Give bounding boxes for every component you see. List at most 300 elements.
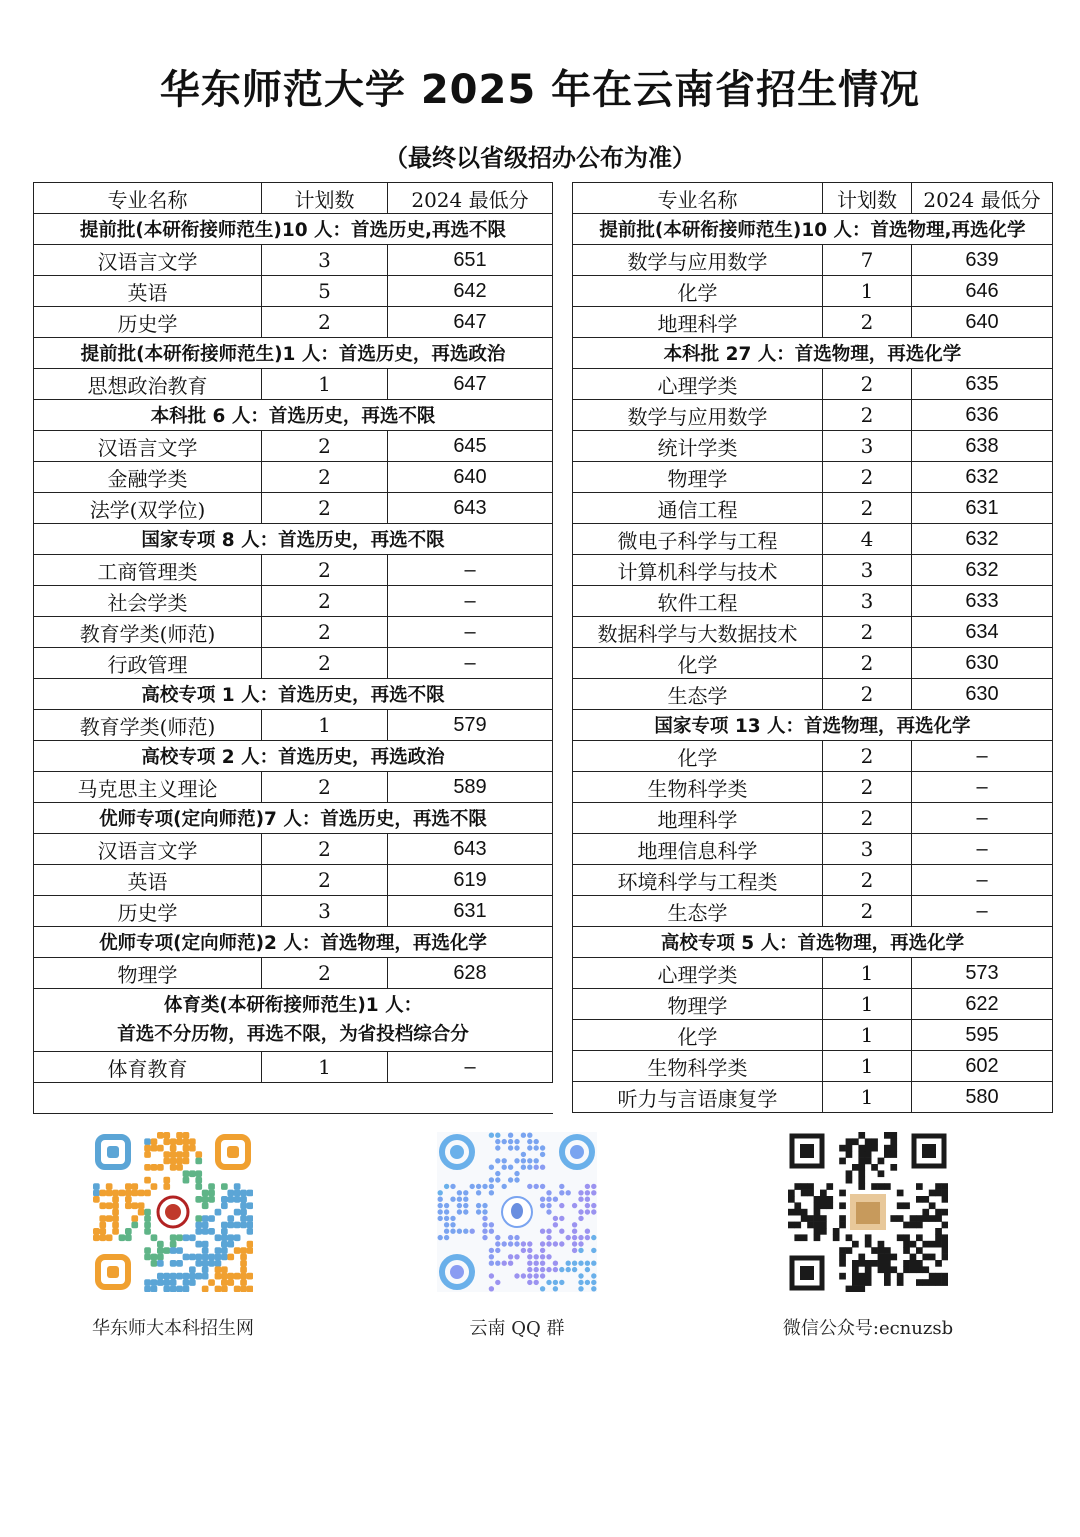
- qr-module: [578, 1286, 583, 1291]
- qr-module: [897, 1202, 904, 1209]
- major-name-cell: 化学: [573, 741, 823, 772]
- section-heading-text: 本科批 27 人：首选物理，再选化学: [663, 344, 962, 365]
- qr-module: [527, 1158, 532, 1163]
- plan-count-cell: 2: [823, 741, 912, 772]
- qr-module: [240, 1202, 247, 1209]
- qr-module: [839, 1215, 846, 1222]
- qr-module: [884, 1279, 891, 1286]
- qr-module: [189, 1138, 196, 1145]
- qr-module: [591, 1203, 596, 1208]
- qr-module: [489, 1261, 494, 1266]
- qr-module: [572, 1235, 577, 1240]
- major-name-cell: 计算机科学与技术: [573, 555, 823, 586]
- qr-module: [942, 1254, 948, 1261]
- qr-module: [521, 1158, 526, 1163]
- table-row: [573, 648, 1053, 679]
- qr-module: [240, 1215, 247, 1222]
- qr-module: [540, 1241, 545, 1246]
- qr-module: [151, 1286, 158, 1292]
- qr-module: [99, 1215, 106, 1222]
- section-row: [573, 214, 1053, 245]
- min-score-cell: –: [388, 617, 553, 648]
- table-row: [573, 865, 1053, 896]
- qr-module: [502, 1261, 507, 1266]
- qr-module: [215, 1209, 222, 1216]
- qr-module: [865, 1273, 872, 1280]
- qr-module: [476, 1190, 481, 1195]
- qr-module: [852, 1241, 859, 1248]
- qr-module: [935, 1260, 942, 1267]
- qr-module: [935, 1215, 942, 1222]
- qr-module: [99, 1202, 106, 1209]
- major-name-cell: 行政管理: [34, 648, 262, 679]
- table-row: [34, 710, 553, 741]
- qr-module: [195, 1151, 202, 1158]
- min-score-cell: –: [388, 586, 553, 617]
- min-score-cell: 580: [912, 1082, 1053, 1113]
- qr-module: [170, 1247, 177, 1254]
- qr-module: [131, 1190, 138, 1197]
- qr-module: [170, 1279, 177, 1286]
- section-row: [34, 400, 553, 431]
- qr-module: [93, 1190, 100, 1197]
- major-name-cell: 物理学: [573, 462, 823, 493]
- header-plan-count: 计划数: [262, 183, 388, 214]
- qr-module: [527, 1145, 532, 1150]
- qr-module: [240, 1222, 247, 1229]
- qr-module: [476, 1203, 481, 1208]
- min-score-cell: –: [912, 803, 1053, 834]
- qr-module: [553, 1261, 558, 1266]
- min-score-cell: 602: [912, 1051, 1053, 1082]
- table-row: [573, 617, 1053, 648]
- qr-code-icon[interactable]: [437, 1132, 597, 1292]
- qr-module: [482, 1203, 487, 1208]
- major-name-cell: 马克思主义理论: [34, 772, 262, 803]
- qr-module: [489, 1248, 494, 1253]
- qr-module: [942, 1241, 948, 1248]
- min-score-cell: 634: [912, 617, 1053, 648]
- qr-module: [839, 1254, 846, 1261]
- qr-module: [176, 1234, 183, 1241]
- qr-module: [495, 1133, 500, 1138]
- section-heading: [34, 524, 553, 555]
- qr-module: [553, 1267, 558, 1272]
- qr-module: [195, 1222, 202, 1229]
- qr-module: [183, 1234, 190, 1241]
- qr-module: [163, 1273, 170, 1280]
- qr-module: [157, 1241, 164, 1248]
- qr-module: [138, 1190, 145, 1197]
- plan-count-cell: 2: [262, 462, 388, 493]
- qr-block-wechat[interactable]: [748, 1132, 988, 1340]
- qr-module: [521, 1133, 526, 1138]
- qr-module: [935, 1228, 942, 1235]
- qr-module: [559, 1229, 564, 1234]
- qr-module: [929, 1190, 936, 1197]
- qr-module: [234, 1273, 241, 1280]
- qr-module: [794, 1222, 801, 1229]
- qr-module: [814, 1196, 821, 1203]
- qr-module: [801, 1183, 808, 1190]
- qr-module: [489, 1222, 494, 1227]
- qr-module: [450, 1197, 455, 1202]
- plan-count-cell: 3: [823, 834, 912, 865]
- qr-module: [534, 1273, 539, 1278]
- qr-module: [495, 1261, 500, 1266]
- qr-module: [93, 1183, 100, 1190]
- table-row: [34, 431, 553, 462]
- qr-module: [865, 1138, 872, 1145]
- plan-count-cell: 2: [262, 772, 388, 803]
- qr-module: [553, 1222, 558, 1227]
- qr-module: [903, 1241, 910, 1248]
- qr-module: [521, 1165, 526, 1170]
- qr-module: [807, 1190, 814, 1197]
- section-heading: [573, 338, 1053, 369]
- qr-module: [151, 1183, 158, 1190]
- table-row: [573, 958, 1053, 989]
- major-name-cell: 金融学类: [34, 462, 262, 493]
- min-score-cell: 645: [388, 431, 553, 462]
- qr-module: [444, 1229, 449, 1234]
- header-min-score: 2024 最低分: [388, 183, 553, 214]
- min-score-cell: 643: [388, 493, 553, 524]
- major-name-cell: 汉语言文学: [34, 431, 262, 462]
- qr-module: [514, 1254, 519, 1259]
- qr-module: [131, 1183, 138, 1190]
- qr-module: [807, 1215, 814, 1222]
- plan-count-cell: 1: [823, 276, 912, 307]
- major-name-cell: 工商管理类: [34, 555, 262, 586]
- qr-module: [910, 1241, 917, 1248]
- qr-module: [578, 1209, 583, 1214]
- qr-module: [240, 1260, 247, 1267]
- min-score-cell: 636: [912, 400, 1053, 431]
- qr-module: [929, 1202, 936, 1209]
- plan-count-cell: 2: [262, 431, 388, 462]
- blank-row: [34, 1083, 553, 1114]
- qr-module: [202, 1260, 209, 1267]
- qr-module: [476, 1209, 481, 1214]
- major-name-cell: 软件工程: [573, 586, 823, 617]
- qr-module: [195, 1260, 202, 1267]
- qr-module: [144, 1151, 151, 1158]
- qr-module: [195, 1177, 202, 1184]
- qr-module: [208, 1190, 215, 1197]
- qr-module: [852, 1266, 859, 1273]
- section-row: [573, 927, 1053, 958]
- min-score-cell: –: [912, 834, 1053, 865]
- qr-module: [794, 1234, 801, 1241]
- section-heading-text: 国家专项 8 人：首选历史，再选不限: [141, 530, 445, 551]
- qr-module: [508, 1261, 513, 1266]
- qr-module: [540, 1197, 545, 1202]
- qr-module: [527, 1280, 532, 1285]
- qr-module: [227, 1215, 234, 1222]
- qr-module: [170, 1158, 177, 1165]
- table-row: [573, 896, 1053, 927]
- qr-module: [227, 1273, 234, 1280]
- section-heading-text: 高校专项 5 人：首选物理，再选化学: [660, 933, 965, 954]
- qr-module: [195, 1228, 202, 1235]
- table-row: [34, 555, 553, 586]
- qr-module: [559, 1203, 564, 1208]
- qr-module: [858, 1177, 865, 1184]
- major-name-cell: 历史学: [34, 896, 262, 927]
- qr-module: [93, 1228, 100, 1235]
- qr-module: [215, 1254, 222, 1261]
- section-row: [573, 338, 1053, 369]
- qr-module: [578, 1280, 583, 1285]
- qr-module: [540, 1286, 545, 1291]
- qr-module: [546, 1203, 551, 1208]
- qr-module: [942, 1222, 948, 1229]
- qr-module: [566, 1235, 571, 1240]
- qr-module: [144, 1215, 151, 1222]
- qr-module: [195, 1170, 202, 1177]
- qr-module: [463, 1209, 468, 1214]
- qr-module: [157, 1145, 164, 1152]
- min-score-cell: 630: [912, 648, 1053, 679]
- min-score-cell: 579: [388, 710, 553, 741]
- qr-module: [457, 1190, 462, 1195]
- qr-module: [546, 1197, 551, 1202]
- qr-module: [202, 1241, 209, 1248]
- section-heading-text: 本科批 6 人：首选历史，再选不限: [150, 406, 436, 427]
- qr-module: [878, 1266, 885, 1273]
- qr-module: [929, 1254, 936, 1261]
- qr-module: [546, 1254, 551, 1259]
- qr-module: [183, 1177, 190, 1184]
- table-header-row: [573, 183, 1053, 214]
- qr-module: [801, 1234, 808, 1241]
- qr-module: [221, 1228, 228, 1235]
- qr-module: [916, 1215, 923, 1222]
- qr-module: [878, 1183, 885, 1190]
- major-name-cell: 地理科学: [573, 803, 823, 834]
- major-name-cell: 化学: [573, 1020, 823, 1051]
- qr-module: [858, 1286, 865, 1292]
- qr-module: [176, 1138, 183, 1145]
- qr-module: [202, 1286, 209, 1292]
- qr-module: [559, 1267, 564, 1272]
- plan-count-cell: 5: [262, 276, 388, 307]
- qr-module: [897, 1273, 904, 1280]
- section-row: [34, 989, 553, 1052]
- qr-module: [489, 1286, 494, 1291]
- qr-module: [916, 1260, 923, 1267]
- qr-module: [903, 1247, 910, 1254]
- min-score-cell: 647: [388, 369, 553, 400]
- table-row: [573, 1020, 1053, 1051]
- qr-module: [553, 1241, 558, 1246]
- min-score-cell: –: [388, 648, 553, 679]
- min-score-cell: 646: [912, 276, 1053, 307]
- table-row: [573, 1082, 1053, 1113]
- qr-module: [578, 1190, 583, 1195]
- qr-module: [495, 1235, 500, 1240]
- qr-module: [247, 1222, 253, 1229]
- qr-module: [540, 1152, 545, 1157]
- section-heading: [34, 338, 553, 369]
- qr-block-admissions-site[interactable]: [53, 1132, 293, 1340]
- qr-module: [527, 1139, 532, 1144]
- plan-count-cell: 2: [823, 307, 912, 338]
- qr-module: [202, 1247, 209, 1254]
- qr-module: [125, 1234, 132, 1241]
- major-name-cell: 汉语言文学: [34, 245, 262, 276]
- qr-module: [884, 1183, 891, 1190]
- qr-module: [546, 1235, 551, 1240]
- table-row: [573, 369, 1053, 400]
- qr-module: [527, 1241, 532, 1246]
- table-row: [573, 586, 1053, 617]
- qr-module: [585, 1267, 590, 1272]
- qr-module: [234, 1196, 241, 1203]
- qr-module: [514, 1158, 519, 1163]
- qr-module: [591, 1248, 596, 1253]
- qr-module: [858, 1164, 865, 1171]
- qr-module: [559, 1184, 564, 1189]
- qr-module: [534, 1280, 539, 1285]
- qr-module: [820, 1222, 827, 1229]
- section-heading-text-line2: 首选不分历物，再选不限，为省投档综合分: [117, 1024, 469, 1045]
- qr-module: [125, 1183, 132, 1190]
- major-name-cell: 生态学: [573, 896, 823, 927]
- qr-module: [189, 1145, 196, 1152]
- qr-module: [916, 1234, 923, 1241]
- qr-module: [138, 1209, 145, 1216]
- qr-module: [540, 1248, 545, 1253]
- min-score-cell: 632: [912, 555, 1053, 586]
- qr-module: [125, 1202, 132, 1209]
- qr-module: [489, 1254, 494, 1259]
- qr-module: [444, 1203, 449, 1208]
- qr-module: [508, 1165, 513, 1170]
- qr-module: [247, 1247, 253, 1254]
- qr-module: [112, 1190, 119, 1197]
- qr-module: [170, 1151, 177, 1158]
- plan-count-cell: 2: [262, 958, 388, 989]
- table-row: [34, 1052, 553, 1083]
- min-score-cell: 642: [388, 276, 553, 307]
- qr-module: [865, 1266, 872, 1273]
- qr-module: [942, 1273, 948, 1280]
- section-heading: [573, 927, 1053, 958]
- section-row: [34, 679, 553, 710]
- qr-module: [163, 1279, 170, 1286]
- min-score-cell: 622: [912, 989, 1053, 1020]
- section-heading: [34, 803, 553, 834]
- qr-module: [151, 1279, 158, 1286]
- qr-module: [546, 1209, 551, 1214]
- min-score-cell: 643: [388, 834, 553, 865]
- major-name-cell: 法学(双学位): [34, 493, 262, 524]
- qr-module: [540, 1203, 545, 1208]
- qr-module: [942, 1209, 948, 1216]
- qr-module: [183, 1158, 190, 1165]
- qr-module: [444, 1184, 449, 1189]
- section-heading-text: 提前批(本研衔接师范生)1 人：首选历史，再选政治: [80, 344, 506, 365]
- qr-module: [93, 1196, 100, 1203]
- qr-module: [585, 1197, 590, 1202]
- qr-module: [247, 1228, 253, 1235]
- qr-module: [157, 1132, 164, 1139]
- qr-module: [221, 1273, 228, 1280]
- qr-module: [942, 1196, 948, 1203]
- header-plan-count: 计划数: [823, 183, 912, 214]
- qr-module: [234, 1234, 241, 1241]
- qr-module: [910, 1266, 917, 1273]
- qr-module: [157, 1273, 164, 1280]
- major-name-cell: 英语: [34, 865, 262, 896]
- qr-module: [240, 1279, 247, 1286]
- qr-module: [572, 1222, 577, 1227]
- qr-module: [897, 1234, 904, 1241]
- plan-count-cell: 2: [823, 803, 912, 834]
- qr-module: [839, 1202, 846, 1209]
- section-heading: [34, 679, 553, 710]
- qr-module: [871, 1260, 878, 1267]
- qr-module: [903, 1260, 910, 1267]
- major-name-cell: 教育学类(师范): [34, 617, 262, 648]
- qr-module: [221, 1234, 228, 1241]
- qr-block-qq-group[interactable]: [397, 1132, 637, 1340]
- qr-code-icon[interactable]: [93, 1132, 253, 1292]
- qr-module: [578, 1273, 583, 1278]
- qr-module: [572, 1241, 577, 1246]
- qr-module: [470, 1229, 475, 1234]
- qr-module: [176, 1158, 183, 1165]
- qr-module: [540, 1165, 545, 1170]
- min-score-cell: 632: [912, 524, 1053, 555]
- qr-module: [144, 1228, 151, 1235]
- qr-module: [208, 1254, 215, 1261]
- qr-module: [514, 1139, 519, 1144]
- table-row: [573, 772, 1053, 803]
- qr-module: [839, 1158, 846, 1165]
- qr-module: [183, 1279, 190, 1286]
- qr-module: [482, 1216, 487, 1221]
- qr-module: [916, 1196, 923, 1203]
- qr-module: [801, 1209, 808, 1216]
- plan-count-cell: 2: [262, 586, 388, 617]
- qr-module: [144, 1222, 151, 1229]
- section-row: [34, 927, 553, 958]
- qr-module: [884, 1266, 891, 1273]
- table-row: [34, 245, 553, 276]
- qr-module: [240, 1209, 247, 1216]
- qr-module: [489, 1273, 494, 1278]
- qr-module: [572, 1267, 577, 1272]
- qr-module: [801, 1190, 808, 1197]
- min-score-cell: 635: [912, 369, 1053, 400]
- qr-module: [189, 1254, 196, 1261]
- qr-module: [444, 1216, 449, 1221]
- qr-module: [514, 1273, 519, 1278]
- qr-module: [202, 1266, 209, 1273]
- qr-module: [858, 1254, 865, 1261]
- qr-module: [534, 1267, 539, 1272]
- qr-module: [858, 1158, 865, 1165]
- qr-module: [878, 1254, 885, 1261]
- qr-module: [527, 1248, 532, 1253]
- qr-module: [221, 1254, 228, 1261]
- qr-module: [176, 1151, 183, 1158]
- qr-module: [929, 1241, 936, 1248]
- qr-code-icon[interactable]: [788, 1132, 948, 1292]
